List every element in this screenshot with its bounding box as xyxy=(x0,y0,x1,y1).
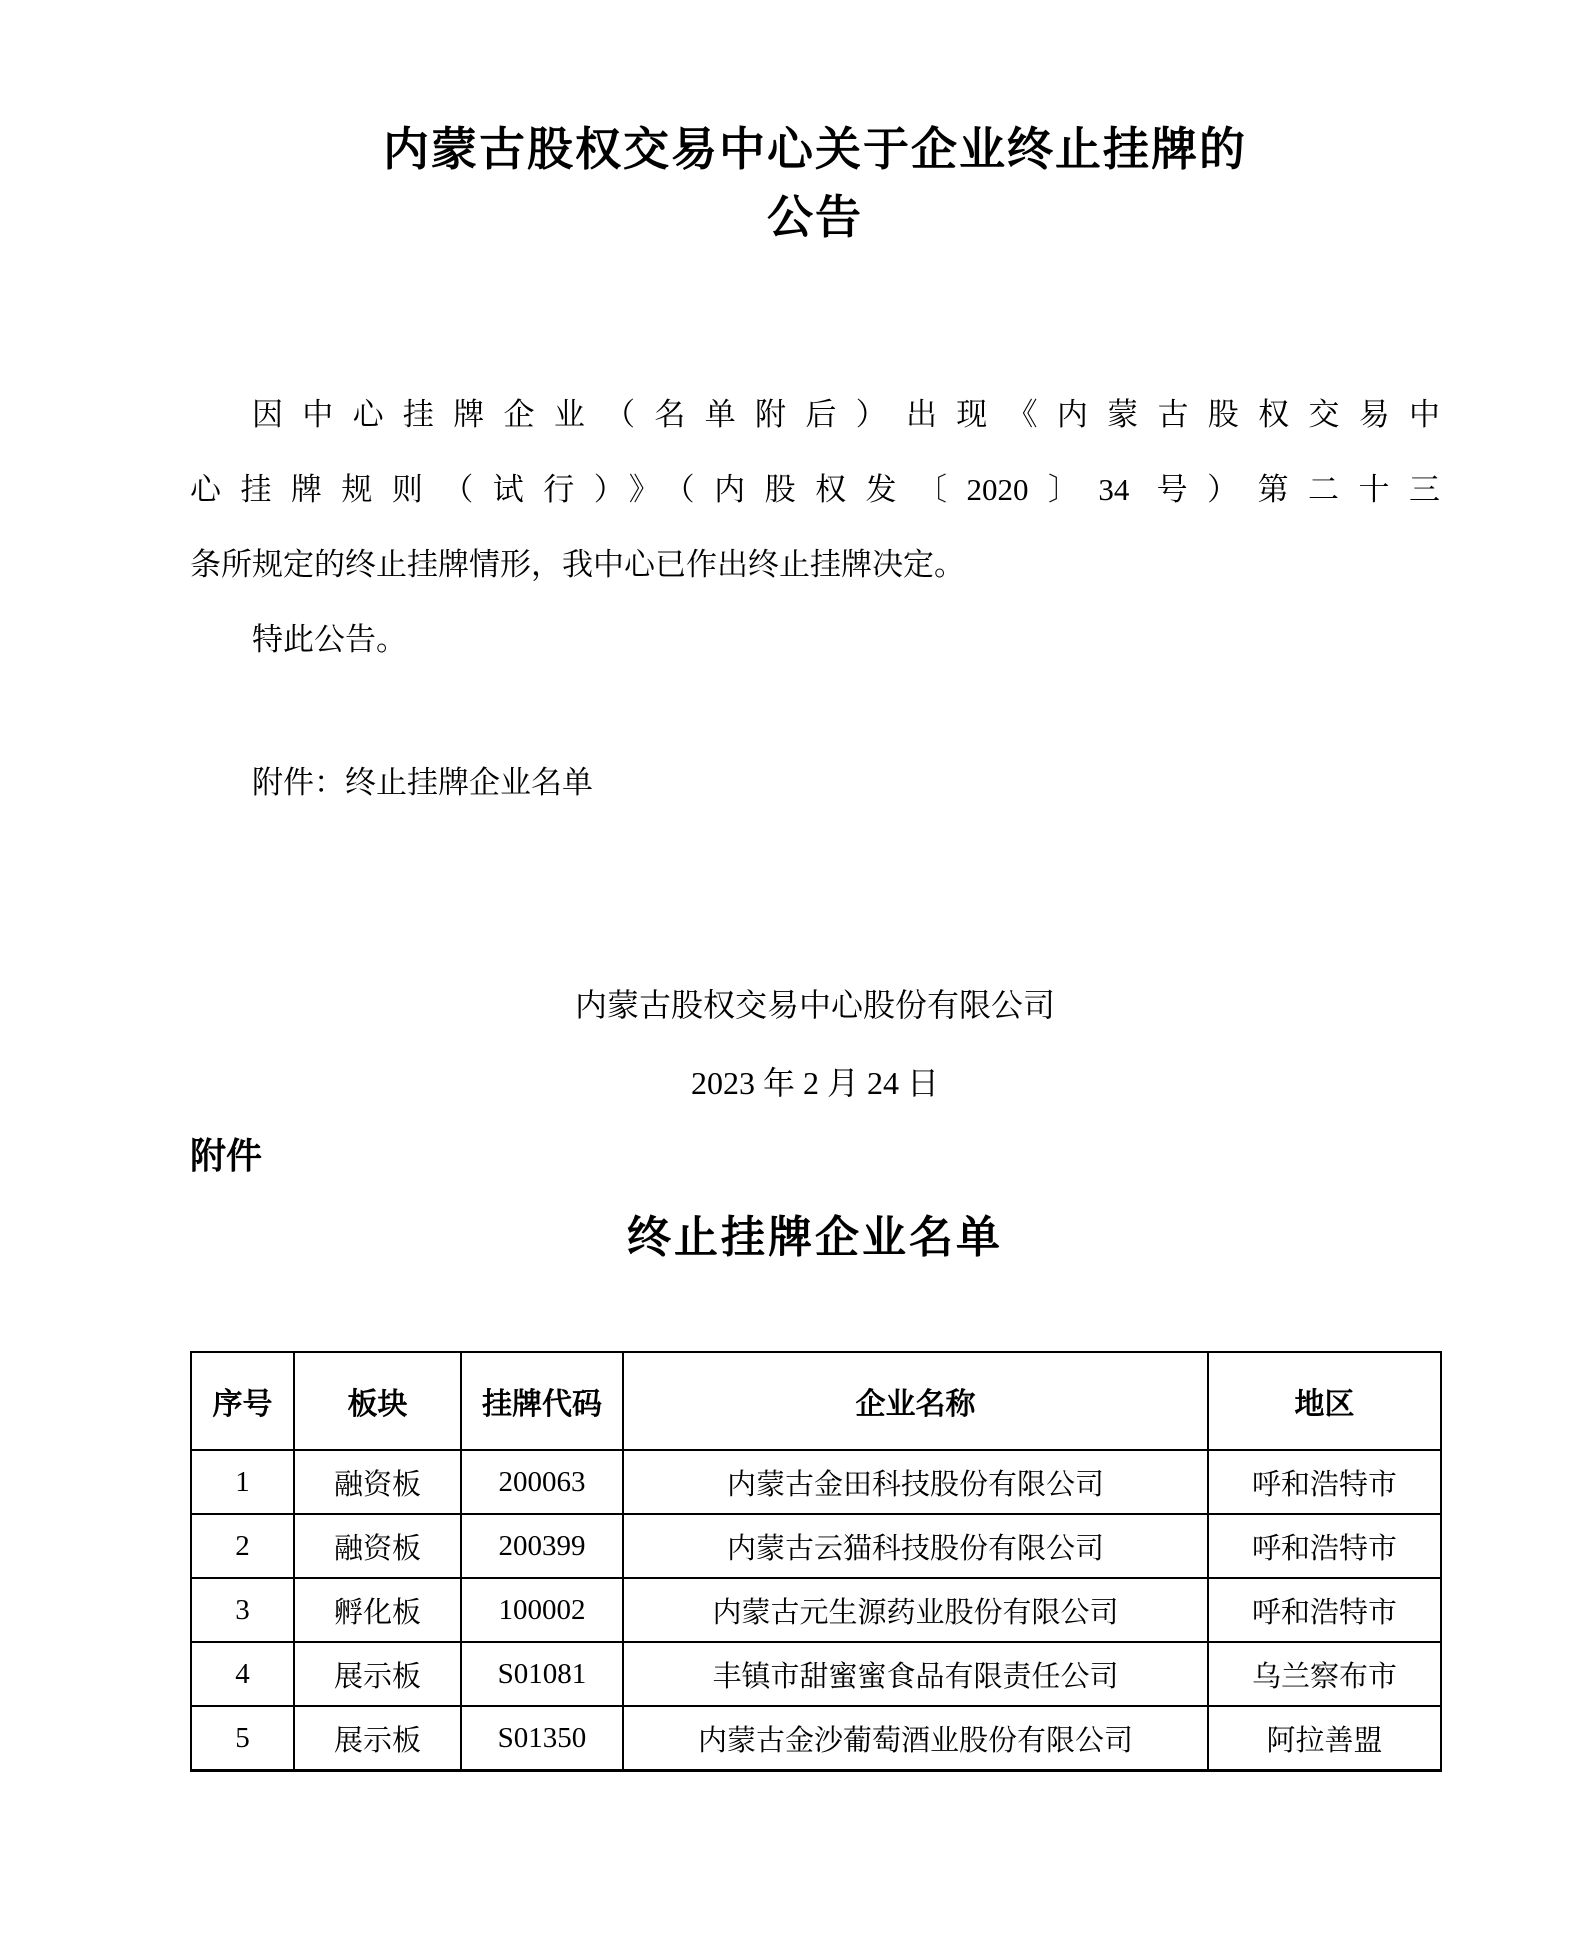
body-paragraph xyxy=(190,377,1440,602)
cell-serial-number: 2 xyxy=(191,1514,294,1578)
attachment-reference: 附件：终止挂牌企业名单 xyxy=(252,765,593,800)
paragraph-line-1: 因中心挂牌企业（名单附后）出现《内蒙古股权交易中 xyxy=(252,397,1440,432)
table-header-row xyxy=(191,1352,1441,1450)
cell-board: 展示板 xyxy=(294,1642,461,1706)
cell-listing-code: 100002 xyxy=(461,1578,623,1642)
cell-region: 呼和浩特市 xyxy=(1208,1514,1441,1578)
cell-company-name: 内蒙古元生源药业股份有限公司 xyxy=(623,1578,1208,1642)
table-row xyxy=(191,1578,1441,1642)
cell-board: 展示板 xyxy=(294,1706,461,1771)
cell-company-name: 内蒙古云猫科技股份有限公司 xyxy=(623,1514,1208,1578)
table-row xyxy=(191,1706,1441,1771)
document-title xyxy=(190,0,1440,252)
cell-board: 融资板 xyxy=(294,1514,461,1578)
appendix-label: 附件 xyxy=(190,1135,263,1176)
paragraph-line-2: 心挂牌规则（试行）》（内股权发〔2020〕34 号）第二十三 xyxy=(190,472,1440,507)
cell-region: 阿拉善盟 xyxy=(1208,1706,1441,1771)
col-header-region: 地区 xyxy=(1208,1352,1441,1450)
cell-serial-number: 5 xyxy=(191,1706,294,1771)
appendix-table-title: 终止挂牌企业名单 xyxy=(627,1213,1003,1262)
cell-serial-number: 1 xyxy=(191,1450,294,1514)
cell-listing-code: 200399 xyxy=(461,1514,623,1578)
paragraph-line-3: 条所规定的终止挂牌情形，我中心已作出终止挂牌决定。 xyxy=(190,547,965,582)
signature-company: 内蒙古股权交易中心股份有限公司 xyxy=(574,987,1055,1023)
cell-company-name: 内蒙古金田科技股份有限公司 xyxy=(623,1450,1208,1514)
cell-listing-code: 200063 xyxy=(461,1450,623,1514)
table-row xyxy=(191,1514,1441,1578)
table-row xyxy=(191,1450,1441,1514)
table-row xyxy=(191,1642,1441,1706)
closing-statement: 特此公告。 xyxy=(252,622,407,657)
col-header-company-name: 企业名称 xyxy=(623,1352,1208,1450)
cell-board: 孵化板 xyxy=(294,1578,461,1642)
document-title-line-1: 内蒙古股权交易中心关于企业终止挂牌的 xyxy=(383,124,1247,175)
cell-board: 融资板 xyxy=(294,1450,461,1514)
cell-company-name: 丰镇市甜蜜蜜食品有限责任公司 xyxy=(623,1642,1208,1706)
cell-company-name: 内蒙古金沙葡萄酒业股份有限公司 xyxy=(623,1706,1208,1771)
signature-date: 2023 年 2 月 24 日 xyxy=(690,1065,939,1101)
cell-listing-code: S01081 xyxy=(461,1642,623,1706)
cell-serial-number: 3 xyxy=(191,1578,294,1642)
cell-region: 呼和浩特市 xyxy=(1208,1450,1441,1514)
document-title-line-2: 公告 xyxy=(767,192,863,243)
col-header-board: 板块 xyxy=(294,1352,461,1450)
cell-region: 乌兰察布市 xyxy=(1208,1642,1441,1706)
col-header-serial-number: 序号 xyxy=(191,1352,294,1450)
cell-region: 呼和浩特市 xyxy=(1208,1578,1441,1642)
cell-serial-number: 4 xyxy=(191,1642,294,1706)
terminated-companies-table xyxy=(190,1351,1442,1772)
col-header-listing-code: 挂牌代码 xyxy=(461,1352,623,1450)
signature-block xyxy=(190,966,1440,1122)
cell-listing-code: S01350 xyxy=(461,1706,623,1771)
